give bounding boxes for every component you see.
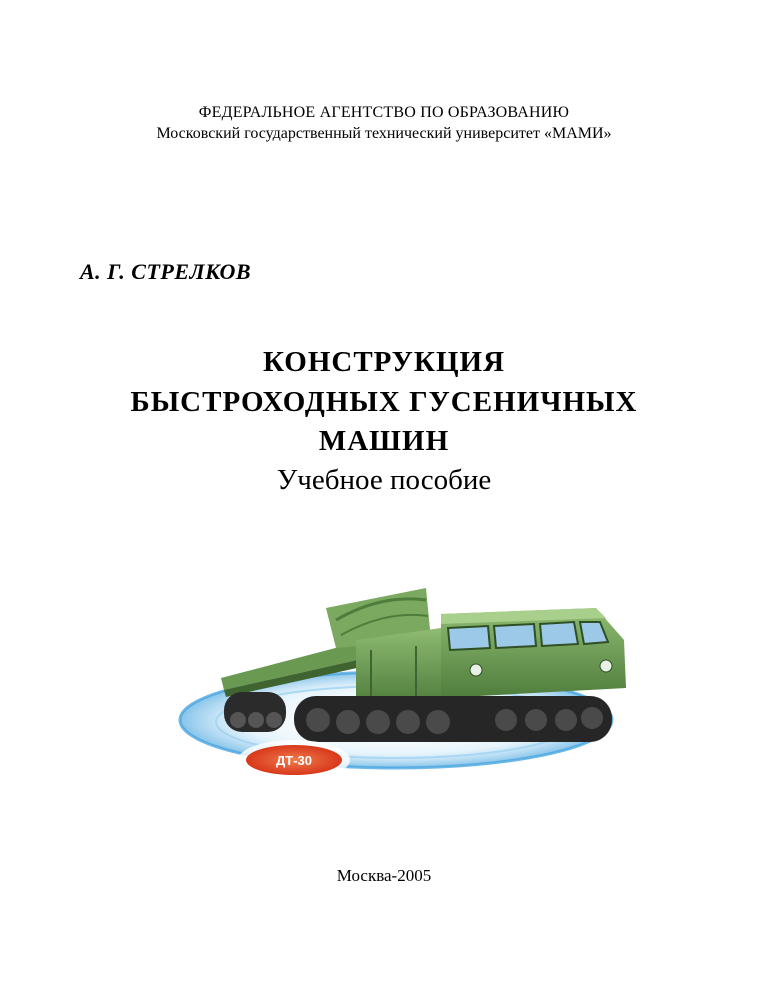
author-name: А. Г. СТРЕЛКОВ — [80, 259, 252, 284]
main-track — [294, 696, 612, 742]
model-badge — [238, 740, 350, 780]
badge-label: ДТ-30 — [276, 753, 312, 768]
subtitle: Учебное пособие — [276, 464, 492, 496]
rear-track — [224, 692, 286, 732]
agency-name: ФЕДЕРАЛЬНОЕ АГЕНТСТВО ПО ОБРАЗОВАНИЮ — [198, 104, 570, 121]
title-line-3: МАШИН — [318, 425, 450, 457]
vehicle-illustration — [176, 570, 626, 790]
title-line-1: КОНСТРУКЦИЯ — [262, 346, 506, 378]
title-line-2: БЫСТРОХОДНЫХ ГУСЕНИЧНЫХ — [130, 386, 638, 418]
city-year: Москва-2005 — [336, 866, 432, 885]
university-name: Московский государственный технический университет «МАМИ» — [156, 125, 612, 142]
